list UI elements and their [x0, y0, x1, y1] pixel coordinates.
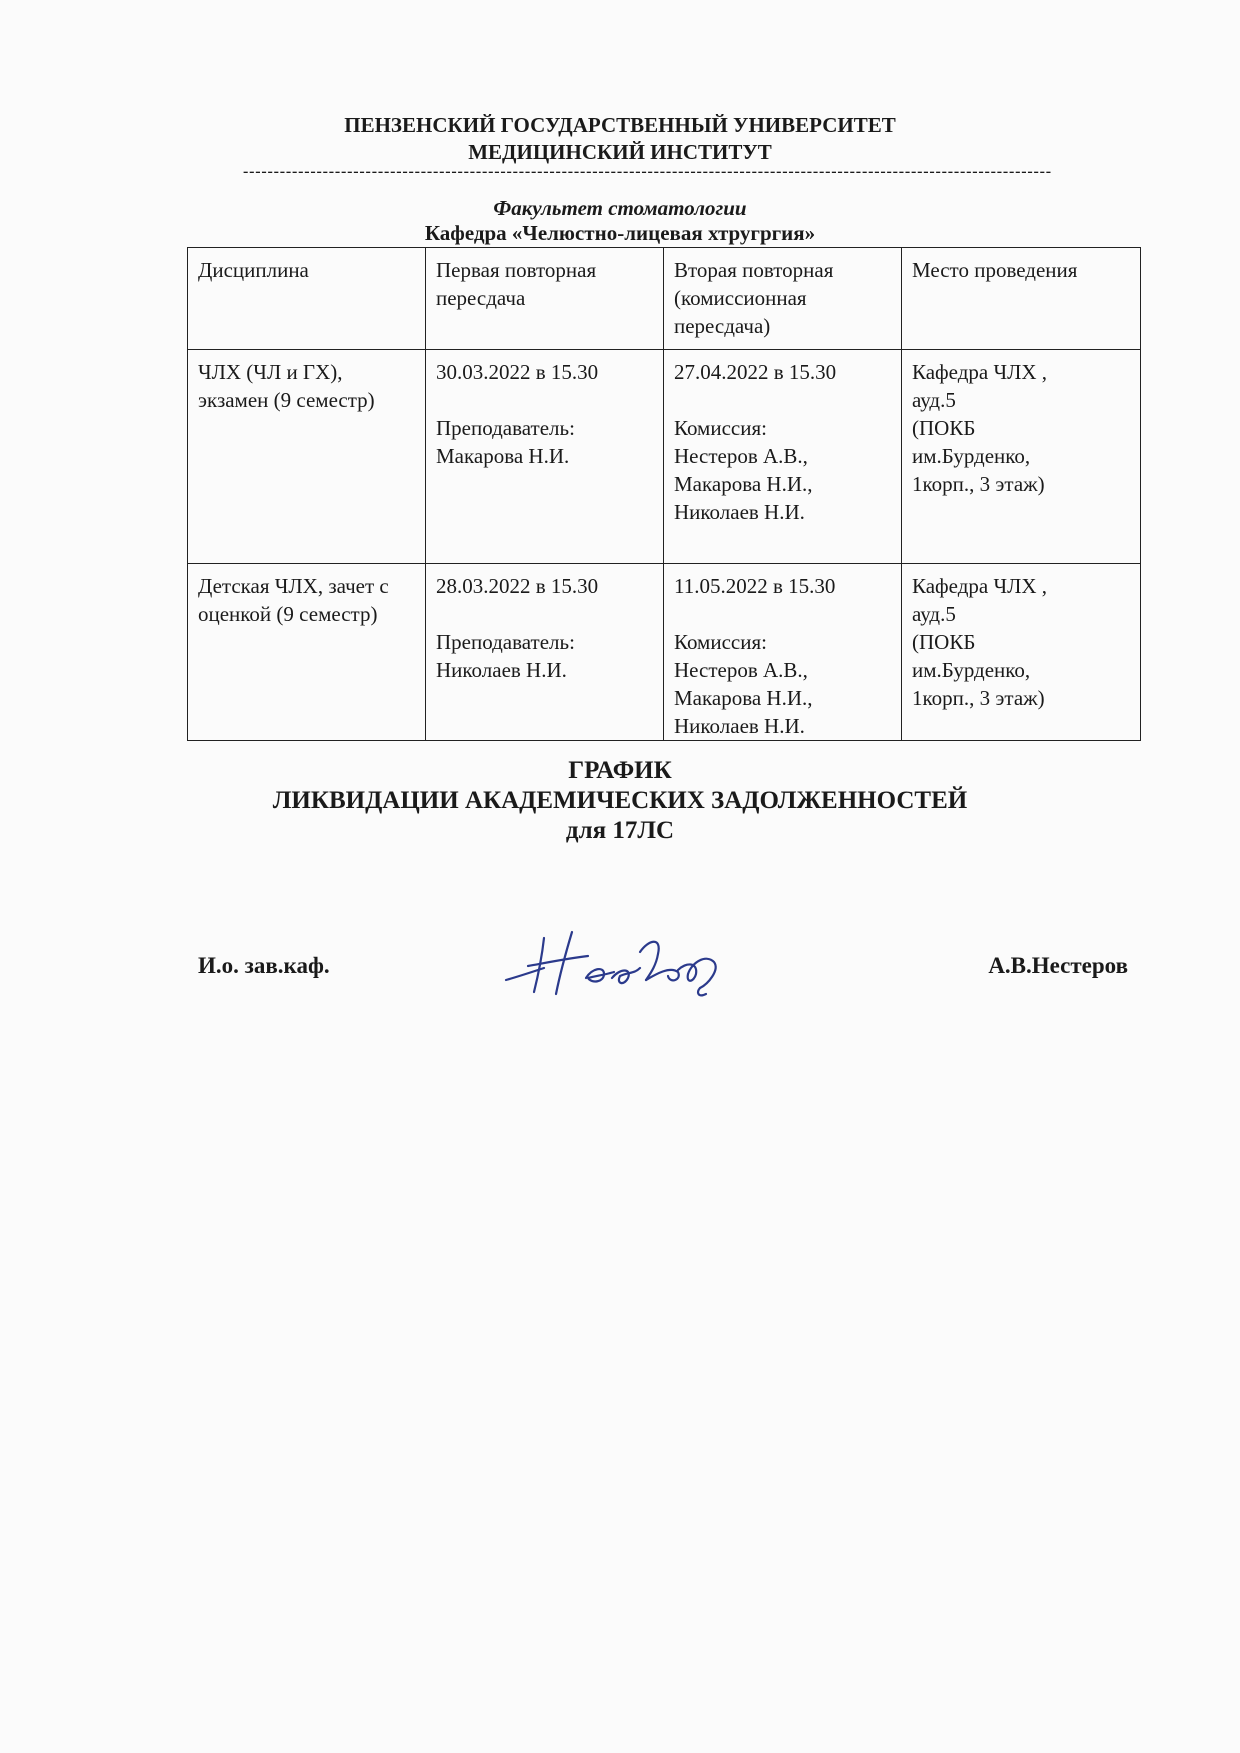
first-retake-date: 28.03.2022 в 15.30	[436, 574, 599, 598]
first-retake-date: 30.03.2022 в 15.30	[436, 360, 599, 384]
commission-member: Николаев Н.И.	[674, 500, 805, 524]
place-line: (ПОКБ	[912, 630, 976, 654]
title-line: ЛИКВИДАЦИИ АКАДЕМИЧЕСКИХ ЗАДОЛЖЕННОСТЕЙ	[272, 787, 968, 814]
second-retake-date: 27.04.2022 в 15.30	[674, 360, 837, 384]
commission-label: Комиссия:	[674, 416, 767, 440]
column-header: Первая повторная пересдача	[426, 248, 664, 350]
column-header: Дисциплина	[188, 248, 426, 350]
university-name: ПЕНЗЕНСКИЙ ГОСУДАРСТВЕННЫЙ УНИВЕРСИТЕТ	[344, 113, 896, 137]
teacher-label: Преподаватель:	[436, 630, 575, 654]
title-line: ГРАФИК	[568, 757, 672, 784]
place-line: 1корп., 3 этаж)	[912, 686, 1045, 710]
place-line: Кафедра ЧЛХ ,	[912, 360, 1048, 384]
table-row	[188, 564, 1141, 741]
signatory-name: А.В.Нестеров	[988, 953, 1128, 978]
place-line: (ПОКБ	[912, 416, 976, 440]
commission-member: Нестеров А.В.,	[674, 444, 808, 468]
signatory-position: И.о. зав.каф.	[198, 953, 330, 978]
commission-label: Комиссия:	[674, 630, 767, 654]
title-line: для 17ЛС	[565, 817, 675, 844]
faculty-block	[0, 196, 1240, 246]
document-title	[0, 756, 1240, 846]
discipline-cell: Детская ЧЛХ, зачет с оценкой (9 семестр)	[188, 564, 426, 741]
place-cell	[902, 564, 1141, 741]
separator-line: ------------------------------------------------------------------------------------------------------------------------------------	[243, 163, 1052, 180]
handwritten-signature	[500, 918, 750, 1008]
table-header-row	[188, 248, 1141, 350]
place-line: Кафедра ЧЛХ ,	[912, 574, 1048, 598]
commission-member: Нестеров А.В.,	[674, 658, 808, 682]
place-line: 1корп., 3 этаж)	[912, 472, 1045, 496]
place-line: им.Бурденко,	[912, 444, 1031, 468]
place-line: ауд.5	[912, 602, 956, 626]
place-cell	[902, 350, 1141, 564]
first-retake-cell	[426, 564, 664, 741]
department-name: Кафедра «Челюстно-лицевая хтругргия»	[424, 221, 816, 245]
second-retake-date: 11.05.2022 в 15.30	[674, 574, 836, 598]
faculty-name: Факультет стоматологии	[493, 196, 747, 220]
commission-member: Макарова Н.И.,	[674, 686, 813, 710]
teacher-name: Николаев Н.И.	[436, 658, 567, 682]
teacher-label: Преподаватель:	[436, 416, 575, 440]
schedule-table	[187, 247, 1141, 741]
teacher-name: Макарова Н.И.	[436, 444, 570, 468]
column-header: Вторая повторная (комиссионная пересдача)	[664, 248, 902, 350]
second-retake-cell	[664, 350, 902, 564]
second-retake-cell	[664, 564, 902, 741]
document-header	[0, 112, 1240, 166]
discipline-cell: ЧЛХ (ЧЛ и ГХ), экзамен (9 семестр)	[188, 350, 426, 564]
institute-name: МЕДИЦИНСКИЙ ИНСТИТУТ	[468, 140, 772, 164]
table-row	[188, 350, 1141, 564]
place-line: ауд.5	[912, 388, 956, 412]
commission-member: Макарова Н.И.,	[674, 472, 813, 496]
commission-member: Николаев Н.И.	[674, 714, 805, 738]
place-line: им.Бурденко,	[912, 658, 1031, 682]
first-retake-cell	[426, 350, 664, 564]
column-header: Место проведения	[902, 248, 1141, 350]
